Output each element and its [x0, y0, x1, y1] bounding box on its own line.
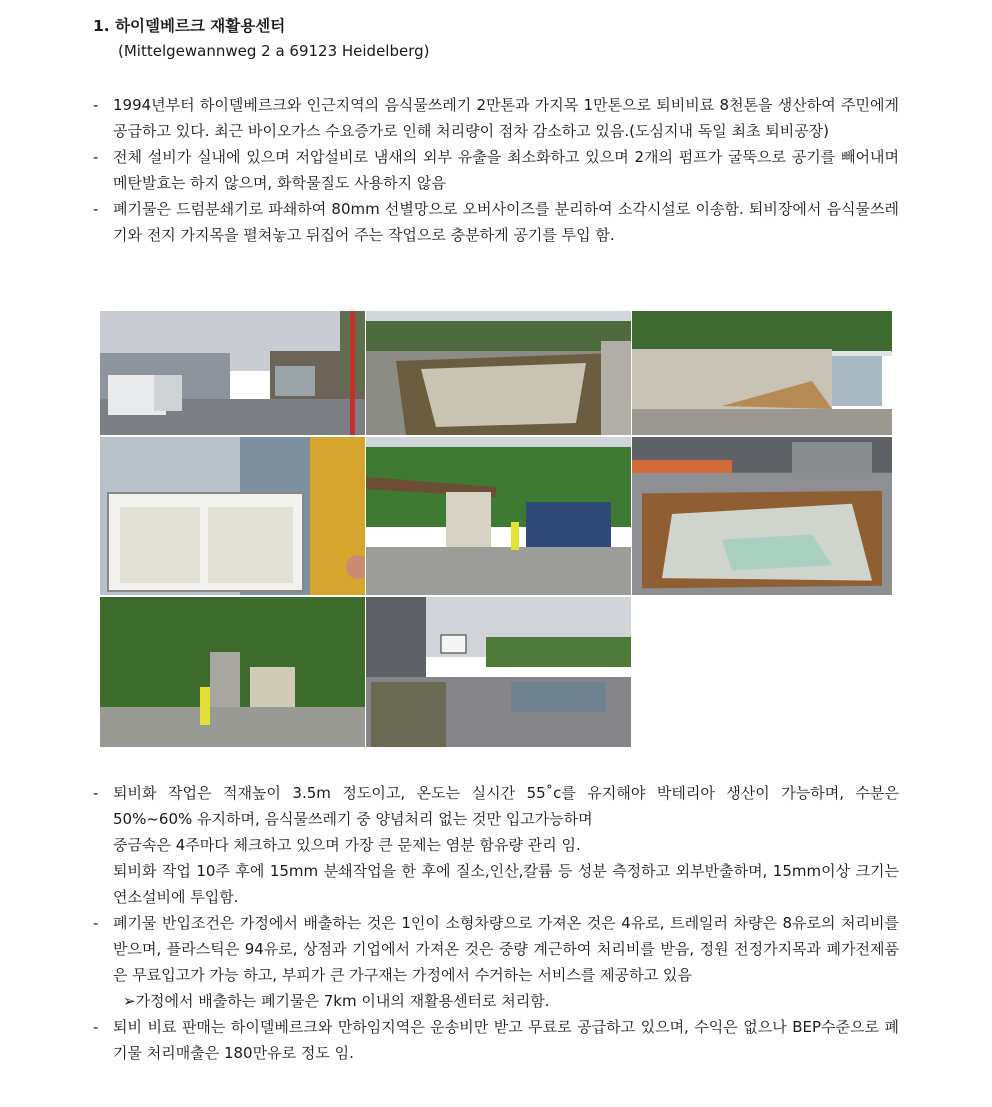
bottom-bullet-list: [93, 780, 899, 1066]
photo-rubble-skip: [366, 311, 631, 435]
list-item: - 퇴비화 작업은 적재높이 3.5m 정도이고, 온도는 실시간 55˚c를 유지해야 박테리아 생산이 가능하며, 수분은 50%~60% 유지하며, 음식물쓰레기 중 양념처리 없는 것만 입고가능하며 중금속은 4주마다 체크하고 있으며 가장 큰 문제는 염분 함유량 관리 임. 퇴비화 작업 10주 후에 15mm 분쇄작업을 한 후에 질소,인산,칼륨 등 성분 측정하고 외부반출하며, 15mm이상 크기는 연소설비에 투입함.: [93, 780, 899, 910]
list-item: - 퇴비 비료 판매는 하이델베르크와 만하임지역은 운송비만 받고 무료로 공급하고 있으며, 수익은 없으나 BEP수준으로 폐기물 처리매출은 180만유로 정도 임.: [93, 1014, 899, 1066]
list-item: - 폐기물은 드럼분쇄기로 파쇄하여 80mm 선별망으로 오버사이즈를 분리하여 소각시설로 이송함. 퇴비장에서 음식물쓰레기와 전지 가지목을 펼쳐놓고 뒤집어 주는 작업으로 충분하게 공기를 투입 함.: [93, 200, 899, 244]
bullet-note: ➢가정에서 배출하는 폐기물은 7km 이내의 재활용센터로 처리함.: [123, 992, 550, 1010]
list-item: - 전체 설비가 실내에 있으며 저압설비로 냄새의 외부 유출을 최소화하고 있으며 2개의 펌프가 굴뚝으로 공기를 빼어내며 메탄발효는 하지 않으며, 화학물질도 사용하지 않음: [93, 148, 899, 192]
section-address: (Mittelgewannweg 2 a 69123 Heidelberg): [118, 42, 430, 60]
top-bullet-list: [93, 92, 899, 248]
bullet-text: 1994년부터 하이델베르크와 인근지역의 음식물쓰레기 2만톤과 가지목 1만톤으로 퇴비비료 8천톤을 생산하여 주민에게 공급하고 있다. 최근 바이오가스 수요증가로 인해 처리량이 점차 감소하고 있음.(도심지내 독일 최초 퇴비공장): [113, 96, 899, 140]
photo-yard-sign: [366, 597, 631, 747]
photo-drywall-skip: [632, 437, 892, 595]
photo-collage: [100, 311, 892, 747]
photo-dropoff-area: [366, 437, 631, 595]
bullet-text: 전체 설비가 실내에 있으며 저압설비로 냄새의 외부 유출을 최소화하고 있으며 2개의 펌프가 굴뚝으로 공기를 빼어내며 메탄발효는 하지 않으며, 화학물질도 사용하지 않음: [113, 148, 899, 192]
list-item: - 폐기물 반입조건은 가정에서 배출하는 것은 1인이 소형차량으로 가져온 것은 4유로, 트레일러 차량은 8유로의 처리비를 받으며, 플라스틱은 94유로, 상점과 기업에서 가져온 것은 중량 계근하여 처리비를 받음, 정원 전정가지목과 폐가전제품은 무료입고가 가능 하고, 부피가 큰 가구재는 가정에서 수거하는 서비스를 제공하고 있음 ➢가정에서 배출하는 폐기물은 7km 이내의 재활용센터로 처리함.: [93, 910, 899, 1014]
photo-truck-gate: [100, 311, 365, 435]
bullet-text: 퇴비화 작업은 적재높이 3.5m 정도이고, 온도는 실시간 55˚c를 유지해야 박테리아 생산이 가능하며, 수분은 50%~60% 유지하며, 음식물쓰레기 중 양념처리 없는 것만 입고가능하며: [113, 784, 899, 828]
bullet-text: 퇴비화 작업 10주 후에 15mm 분쇄작업을 한 후에 질소,인산,칼륨 등 성분 측정하고 외부반출하며, 15mm이상 크기는 연소설비에 투입함.: [113, 862, 899, 906]
photo-trees-workers: [100, 597, 365, 747]
list-item: - 1994년부터 하이델베르크와 인근지역의 음식물쓰레기 2만톤과 가지목 1만톤으로 퇴비비료 8천톤을 생산하여 주민에게 공급하고 있다. 최근 바이오가스 수요증가로 인해 처리량이 점차 감소하고 있음.(도심지내 독일 최초 퇴비공장): [93, 96, 899, 140]
bullet-text: 폐기물은 드럼분쇄기로 파쇄하여 80mm 선별망으로 오버사이즈를 분리하여 소각시설로 이송함. 퇴비장에서 음식물쓰레기와 전지 가지목을 펼쳐놓고 뒤집어 주는 작업으로 충분하게 공기를 투입 함.: [113, 200, 899, 244]
photo-notice-board: [100, 437, 365, 595]
bullet-text: 폐기물 반입조건은 가정에서 배출하는 것은 1인이 소형차량으로 가져온 것은 4유로, 트레일러 차량은 8유로의 처리비를 받으며, 플라스틱은 94유로, 상점과 기업에서 가져온 것은 중량 계근하여 처리비를 받음, 정원 전정가지목과 폐가전제품은 무료입고가 가능 하고, 부피가 큰 가구재는 가정에서 수거하는 서비스를 제공하고 있음: [113, 914, 899, 984]
bullet-text: 퇴비 비료 판매는 하이델베르크와 만하임지역은 운송비만 받고 무료로 공급하고 있으며, 수익은 없으나 BEP수준으로 폐기물 처리매출은 180만유로 정도 임.: [113, 1018, 899, 1062]
section-title: 1. 하이델베르크 재활용센터: [93, 17, 286, 35]
photo-wood-bay: [632, 311, 892, 435]
bullet-text: 중금속은 4주마다 체크하고 있으며 가장 큰 문제는 염분 함유량 관리 임.: [113, 836, 581, 854]
